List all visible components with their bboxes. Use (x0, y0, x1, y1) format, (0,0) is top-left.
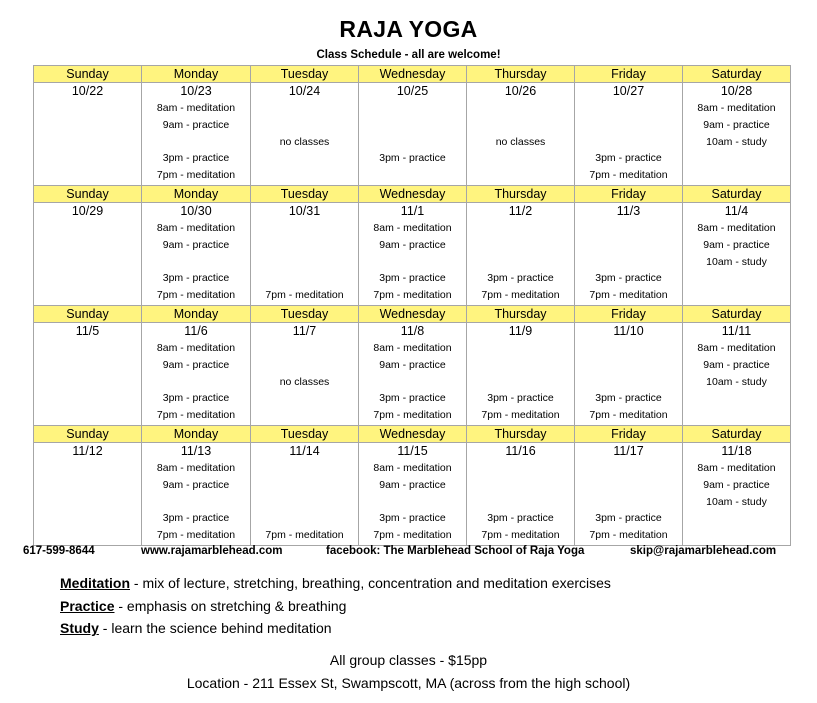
day-cell (359, 323, 467, 426)
class-entry: 10am - study (706, 256, 767, 268)
class-entry: 7pm - meditation (373, 409, 452, 421)
class-entry: 9am - practice (379, 359, 446, 371)
week-row (34, 203, 791, 306)
day-name-friday: Friday (575, 186, 683, 203)
class-entry: 7pm - meditation (589, 529, 668, 541)
class-entry: 3pm - practice (162, 152, 230, 164)
email-link[interactable]: skip@rajamarblehead.com (630, 545, 777, 557)
date-label: 11/4 (724, 204, 749, 218)
week-row (34, 83, 791, 186)
class-entry: 3pm - practice (379, 392, 446, 404)
class-entry: 9am - practice (379, 239, 446, 251)
class-entry: 7pm - meditation (265, 529, 344, 541)
class-entry: 10am - study (706, 376, 767, 388)
class-entry: 3pm - practice (487, 512, 554, 524)
day-name-thursday: Thursday (467, 306, 575, 323)
date-label: 11/14 (289, 444, 320, 458)
pricing-text: All group classes - $15pp (329, 652, 488, 668)
legend-term: Meditation (60, 575, 130, 591)
date-label: 11/11 (721, 324, 752, 338)
class-entry: 3pm - practice (379, 152, 446, 164)
legend-desc: - learn the science behind meditation (98, 620, 332, 636)
class-entry: 10am - study (706, 496, 767, 508)
class-entry: 8am - meditation (156, 462, 236, 474)
date-label: 11/13 (180, 444, 212, 458)
week-row (34, 443, 791, 546)
day-name-sunday: Sunday (34, 426, 142, 443)
day-cell (359, 83, 467, 186)
day-cell (575, 203, 683, 306)
page-title: RAJA YOGA (339, 16, 478, 42)
class-entry: 8am - meditation (697, 342, 776, 354)
class-entry: 8am - meditation (156, 102, 236, 114)
day-cell (251, 323, 359, 426)
location-text: Location - 211 Essex St, Swampscott, MA (across from the high school) (186, 675, 631, 691)
day-name-thursday: Thursday (467, 186, 575, 203)
legend-meditation (60, 574, 611, 592)
date-label: 11/2 (508, 204, 533, 218)
date-label: 11/12 (72, 444, 103, 458)
class-entry: 9am - practice (162, 239, 230, 251)
date-label: 10/26 (504, 84, 537, 98)
class-entry: 3pm - practice (162, 272, 230, 284)
class-entry: 7pm - meditation (481, 289, 560, 301)
day-cell (142, 323, 251, 426)
date-label: 11/18 (721, 444, 752, 458)
day-cell (467, 323, 575, 426)
page-subtitle: Class Schedule - all are welcome! (316, 49, 501, 61)
legend-desc: - mix of lecture, stretching, breathing, concentration and meditation exercises (130, 575, 611, 591)
date-label: 11/10 (613, 324, 644, 338)
date-label: 10/31 (288, 204, 321, 218)
day-cell (251, 203, 359, 306)
class-entry: 8am - meditation (697, 102, 776, 114)
class-entry: 7pm - meditation (373, 529, 452, 541)
class-entry: 7pm - meditation (373, 289, 452, 301)
day-name-monday: Monday (142, 66, 251, 83)
legend-desc: - emphasis on stretching & breathing (114, 598, 347, 614)
date-label: 10/28 (720, 84, 753, 98)
class-entry: 7pm - meditation (156, 289, 236, 301)
class-entry: 8am - meditation (373, 462, 452, 474)
day-cell (34, 203, 142, 306)
schedule-table (33, 65, 791, 546)
day-name-saturday: Saturday (683, 66, 791, 83)
class-entry: no classes (495, 136, 546, 148)
day-cell (683, 83, 791, 186)
date-label: 11/3 (616, 204, 641, 218)
schedule-body (34, 66, 791, 546)
class-entry: 3pm - practice (162, 392, 230, 404)
day-cell (575, 443, 683, 546)
day-name-tuesday: Tuesday (251, 186, 359, 203)
day-header-row (34, 426, 791, 443)
day-name-saturday: Saturday (683, 186, 791, 203)
day-header-row (34, 306, 791, 323)
date-label: 10/30 (180, 204, 212, 218)
date-label: 11/16 (505, 444, 536, 458)
class-entry: 3pm - practice (595, 512, 662, 524)
day-cell (683, 443, 791, 546)
day-cell (467, 443, 575, 546)
day-cell (34, 323, 142, 426)
class-entry: 7pm - meditation (589, 409, 668, 421)
day-cell (467, 83, 575, 186)
day-name-wednesday: Wednesday (359, 426, 467, 443)
date-label: 11/8 (400, 324, 425, 338)
day-cell (683, 323, 791, 426)
day-name-monday: Monday (142, 186, 251, 203)
date-label: 11/7 (292, 324, 317, 338)
class-entry: 9am - practice (703, 239, 770, 251)
class-entry: 9am - practice (379, 479, 446, 491)
class-entry: 3pm - practice (379, 272, 446, 284)
phone-number: 617-599-8644 (23, 545, 95, 557)
legend-term: Study (60, 620, 99, 636)
class-entry: 3pm - practice (595, 152, 662, 164)
class-entry: 3pm - practice (379, 512, 446, 524)
day-cell (142, 83, 251, 186)
date-label: 11/15 (397, 444, 428, 458)
class-entry: 3pm - practice (487, 392, 554, 404)
class-entry: 10am - study (706, 136, 767, 148)
date-label: 10/23 (180, 84, 212, 98)
class-entry: 7pm - meditation (589, 169, 668, 181)
day-name-thursday: Thursday (467, 426, 575, 443)
day-cell (683, 203, 791, 306)
class-entry: 9am - practice (703, 119, 770, 131)
day-name-monday: Monday (142, 426, 251, 443)
day-name-wednesday: Wednesday (359, 66, 467, 83)
day-cell (142, 443, 251, 546)
legend-study (60, 619, 332, 637)
day-cell (359, 443, 467, 546)
day-name-wednesday: Wednesday (359, 306, 467, 323)
day-cell (575, 83, 683, 186)
legend-practice (60, 597, 346, 615)
class-entry: 8am - meditation (156, 222, 236, 234)
day-name-saturday: Saturday (683, 426, 791, 443)
class-entry: 7pm - meditation (481, 529, 560, 541)
day-name-friday: Friday (575, 306, 683, 323)
day-cell (142, 203, 251, 306)
date-label: 10/24 (288, 84, 321, 98)
day-name-tuesday: Tuesday (251, 426, 359, 443)
class-entry: no classes (279, 136, 330, 148)
class-entry: 7pm - meditation (481, 409, 560, 421)
day-cell (34, 83, 142, 186)
day-cell (251, 83, 359, 186)
day-name-sunday: Sunday (34, 186, 142, 203)
day-cell (359, 203, 467, 306)
date-label: 11/5 (75, 324, 100, 338)
class-entry: 8am - meditation (156, 342, 236, 354)
day-header-row (34, 66, 791, 83)
day-name-friday: Friday (575, 66, 683, 83)
day-header-row (34, 186, 791, 203)
day-name-tuesday: Tuesday (251, 306, 359, 323)
day-name-tuesday: Tuesday (251, 66, 359, 83)
week-row (34, 323, 791, 426)
class-entry: 9am - practice (703, 479, 770, 491)
date-label: 11/9 (508, 324, 533, 338)
class-entry: 9am - practice (162, 119, 230, 131)
date-label: 11/1 (400, 204, 425, 218)
day-name-monday: Monday (142, 306, 251, 323)
day-name-thursday: Thursday (467, 66, 575, 83)
legend-term: Practice (60, 598, 115, 614)
day-name-saturday: Saturday (683, 306, 791, 323)
class-entry: 3pm - practice (162, 512, 230, 524)
day-cell (34, 443, 142, 546)
date-label: 10/25 (396, 84, 429, 98)
class-entry: 8am - meditation (373, 222, 452, 234)
class-entry: 7pm - meditation (156, 529, 236, 541)
day-name-wednesday: Wednesday (359, 186, 467, 203)
class-entry: 7pm - meditation (589, 289, 668, 301)
class-entry: 9am - practice (162, 359, 230, 371)
class-entry: 3pm - practice (595, 272, 662, 284)
class-entry: 3pm - practice (487, 272, 554, 284)
class-entry: no classes (279, 376, 330, 388)
date-label: 11/6 (184, 324, 208, 338)
website-link[interactable]: www.rajamarblehead.com (141, 545, 283, 557)
date-label: 10/27 (612, 84, 645, 98)
class-entry: 8am - meditation (373, 342, 452, 354)
class-entry: 8am - meditation (697, 222, 776, 234)
class-entry: 3pm - practice (595, 392, 662, 404)
date-label: 10/29 (71, 204, 104, 218)
class-entry: 7pm - meditation (156, 409, 236, 421)
class-entry: 7pm - meditation (265, 289, 344, 301)
class-entry: 8am - meditation (697, 462, 776, 474)
day-name-sunday: Sunday (34, 306, 142, 323)
class-entry: 9am - practice (162, 479, 230, 491)
day-name-friday: Friday (575, 426, 683, 443)
day-cell (251, 443, 359, 546)
day-cell (575, 323, 683, 426)
day-name-sunday: Sunday (34, 66, 142, 83)
date-label: 11/17 (613, 444, 644, 458)
date-label: 10/22 (71, 84, 104, 98)
day-cell (467, 203, 575, 306)
class-entry: 9am - practice (703, 359, 770, 371)
facebook-link[interactable]: facebook: The Marblehead School of Raja Yoga (326, 545, 585, 557)
class-entry: 7pm - meditation (156, 169, 236, 181)
